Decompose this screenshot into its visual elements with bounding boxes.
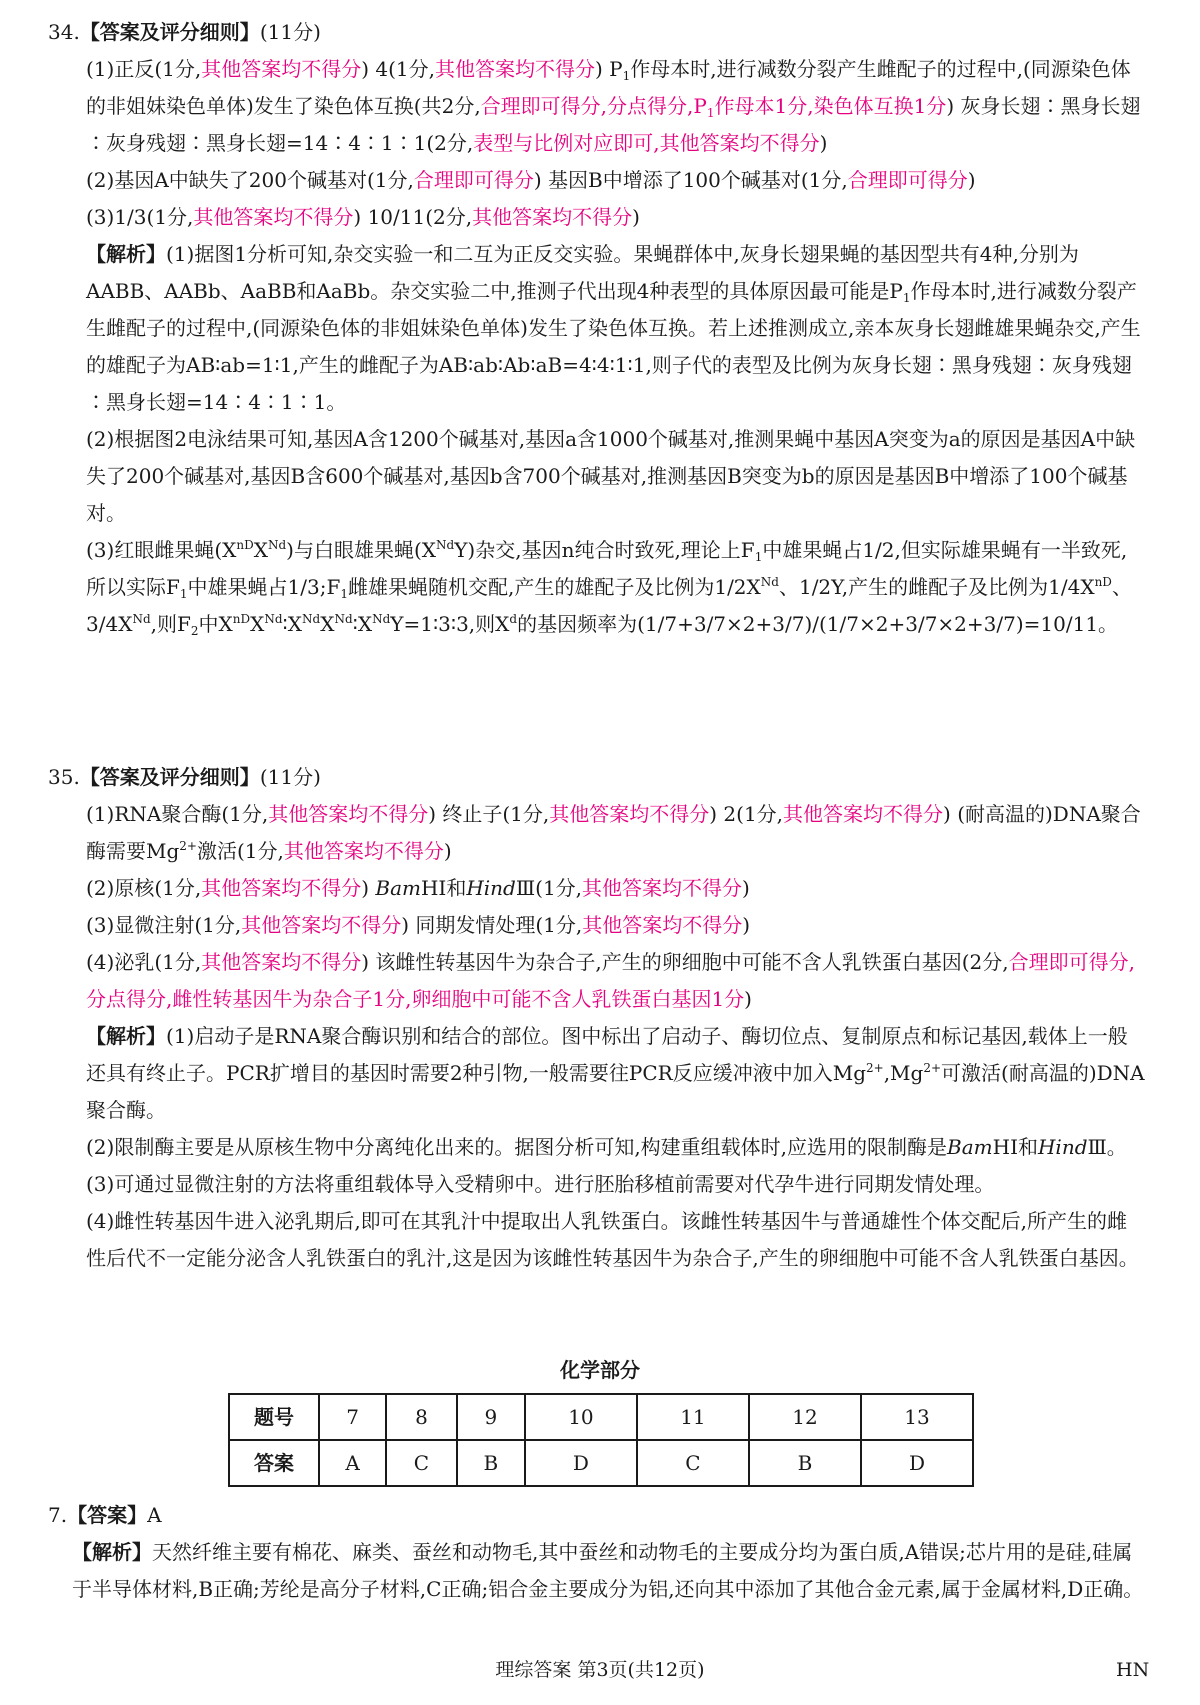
table-cell: A [319,1440,386,1486]
table-cell: B [749,1440,861,1486]
q34-block [48,14,1146,643]
q35-analysis-2: (2)限制酶主要是从原核生物中分离纯化出来的。据图分析可知,构建重组载体时,应选用的限制酶是BamHⅠ和HindⅢ。 [86,1135,1127,1159]
chem-answer-table [228,1393,974,1487]
table-cell: 13 [861,1394,973,1440]
table-cell: D [525,1440,637,1486]
table-header-cell: 答案 [229,1440,319,1486]
chem-section-title: 化学部分 [560,1358,640,1382]
table-row-answers [229,1440,973,1486]
table-row-numbers [229,1394,973,1440]
table-cell: D [861,1440,973,1486]
q7-analysis: 【解析】天然纤维主要有棉花、麻类、蚕丝和动物毛,其中蚕丝和动物毛的主要成分均为蛋白质,A错误;芯片用的是硅,硅属于半导体材料,B正确;芳纶是高分子材料,C正确;铝合金主要成分为铝,还向其中添加了其他合金元素,属于金属材料,D正确。 [72,1540,1144,1601]
q35-answer-4: (4)泌乳(1分,其他答案均不得分) 该雌性转基因牛为杂合子,产生的卵细胞中可能不含人乳铁蛋白基因(2分,合理即可得分,分点得分,雌性转基因牛为杂合子1分,卵细胞中可能不含人乳铁蛋白基因1分) [86,950,1135,1011]
q35-block [48,759,1146,1277]
table-cell: C [637,1440,749,1486]
table-cell: 10 [525,1394,637,1440]
table-cell: 8 [386,1394,457,1440]
table-cell: B [457,1440,525,1486]
q34-analysis-3: (3)红眼雌果蝇(XnDXNd)与白眼雄果蝇(XNdY)杂交,基因n纯合时致死,理论上$F_1$中雄果蝇占1/2,但实际雄果蝇有一半致死,所以实际$F_1$中雄果蝇占$1/3;F_1$雌雄果蝇随机交配,产生的雄配子及比例为1/2XNd、1/2Y,产生的雌配子及比例为1/4XnD、3/4XNd,则$F_2$中XnDXNd∶XNdXNd∶XNdY=1∶3∶3,则$X^d$的基因频率为(1/7+3/7×2+3/7)/(1/7×2+3/7×2+3/7)=10/11。 [86,538,1132,638]
q34-answer-3: (3)1/3(1分,其他答案均不得分) 10/11(2分,其他答案均不得分) [86,205,640,229]
page-footer: 理综答案 第3页(共12页) [495,1659,705,1681]
table-cell: C [386,1440,457,1486]
q34-heading: 34.【答案及评分细则】(11分) [48,20,321,44]
table-header-cell: 题号 [229,1394,319,1440]
q34-answer-1: (1)正反(1分,其他答案均不得分) 4(1分,其他答案均不得分) $P_1$作母本时,进行减数分裂产生雌配子的过程中,(同源染色体的非姐妹染色单体)发生了染色体互换(共2分,合理即可得分,分点得分$,P_1$作母本1分,染色体互换1分) 灰身长翅∶黑身长翅∶灰身残翅∶黑身长翅=14∶4∶1∶1(2分,表型与比例对应即可,其他答案均不得分) [86,57,1141,155]
table-cell: 7 [319,1394,386,1440]
q35-answer-2: (2)原核(1分,其他答案均不得分) BamHⅠ和HindⅢ(1分,其他答案均不得分) [86,876,750,900]
table-cell: 12 [749,1394,861,1440]
q34-analysis-1: 【解析】(1)据图1分析可知,杂交实验一和二互为正反交实验。果蝇群体中,灰身长翅果蝇的基因型共有4种,分别为AABB、AABb、AaBB和AaBb。杂交实验二中,推测子代出现4种表型的具体原因最可能是$P_1$作母本时,进行减数分裂产生雌配子的过程中,(同源染色体的非姐妹染色单体)发生了染色体互换。若上述推测成立,亲本灰身长翅雌雄果蝇杂交,产生的雄配子为AB∶ab=1∶1,产生的雌配子为AB∶ab∶Ab∶aB=4∶4∶1∶1,则子代的表型及比例为灰身长翅∶黑身残翅∶灰身残翅∶黑身长翅=14∶4∶1∶1。 [86,242,1141,414]
table-cell: 11 [637,1394,749,1440]
q35-analysis-4: (4)雌性转基因牛进入泌乳期后,即可在其乳汁中提取出人乳铁蛋白。该雌性转基因牛与普通雄性个体交配后,所产生的雌性后代不一定能分泌含人乳铁蛋白的乳汁,这是因为该雌性转基因牛为杂合子,产生的卵细胞中可能不含人乳铁蛋白基因。 [86,1209,1139,1270]
q35-analysis-3: (3)可通过显微注射的方法将重组载体导入受精卵中。进行胚胎移植前需要对代孕牛进行同期发情处理。 [86,1172,995,1196]
q34-analysis-2: (2)根据图2电泳结果可知,基因A含1200个碱基对,基因a含1000个碱基对,推测果蝇中基因A突变为a的原因是基因A中缺失了200个碱基对,基因B含600个碱基对,基因b含700个碱基对,推测基因B突变为b的原因是基因B中增添了100个碱基对。 [86,427,1136,525]
q7-block [48,1497,1152,1608]
footer-region-code: HN [1116,1659,1150,1681]
q35-heading: 35.【答案及评分细则】(11分) [48,765,321,789]
table-cell: 9 [457,1394,525,1440]
q35-answer-1: (1)RNA聚合酶(1分,其他答案均不得分) 终止子(1分,其他答案均不得分) 2(1分,其他答案均不得分) (耐高温的)DNA聚合酶需要$Mg^{2+}$激活(1分,其他答案均不得分) [86,802,1141,863]
q35-answer-3: (3)显微注射(1分,其他答案均不得分) 同期发情处理(1分,其他答案均不得分) [86,913,751,937]
q7-heading: 7.【答案】A [48,1503,162,1527]
q35-analysis-1: 【解析】(1)启动子是RNA聚合酶识别和结合的部位。图中标出了启动子、酶切位点、复制原点和标记基因,载体上一般还具有终止子。PCR扩增目的基因时需要2种引物,一般需要往PCR反应缓冲液中加入$Mg^{2+},Mg^{2+}$可激活(耐高温的)DNA聚合酶。 [86,1024,1145,1122]
q34-answer-2: (2)基因A中缺失了200个碱基对(1分,合理即可得分) 基因B中增添了100个碱基对(1分,合理即可得分) [86,168,976,192]
